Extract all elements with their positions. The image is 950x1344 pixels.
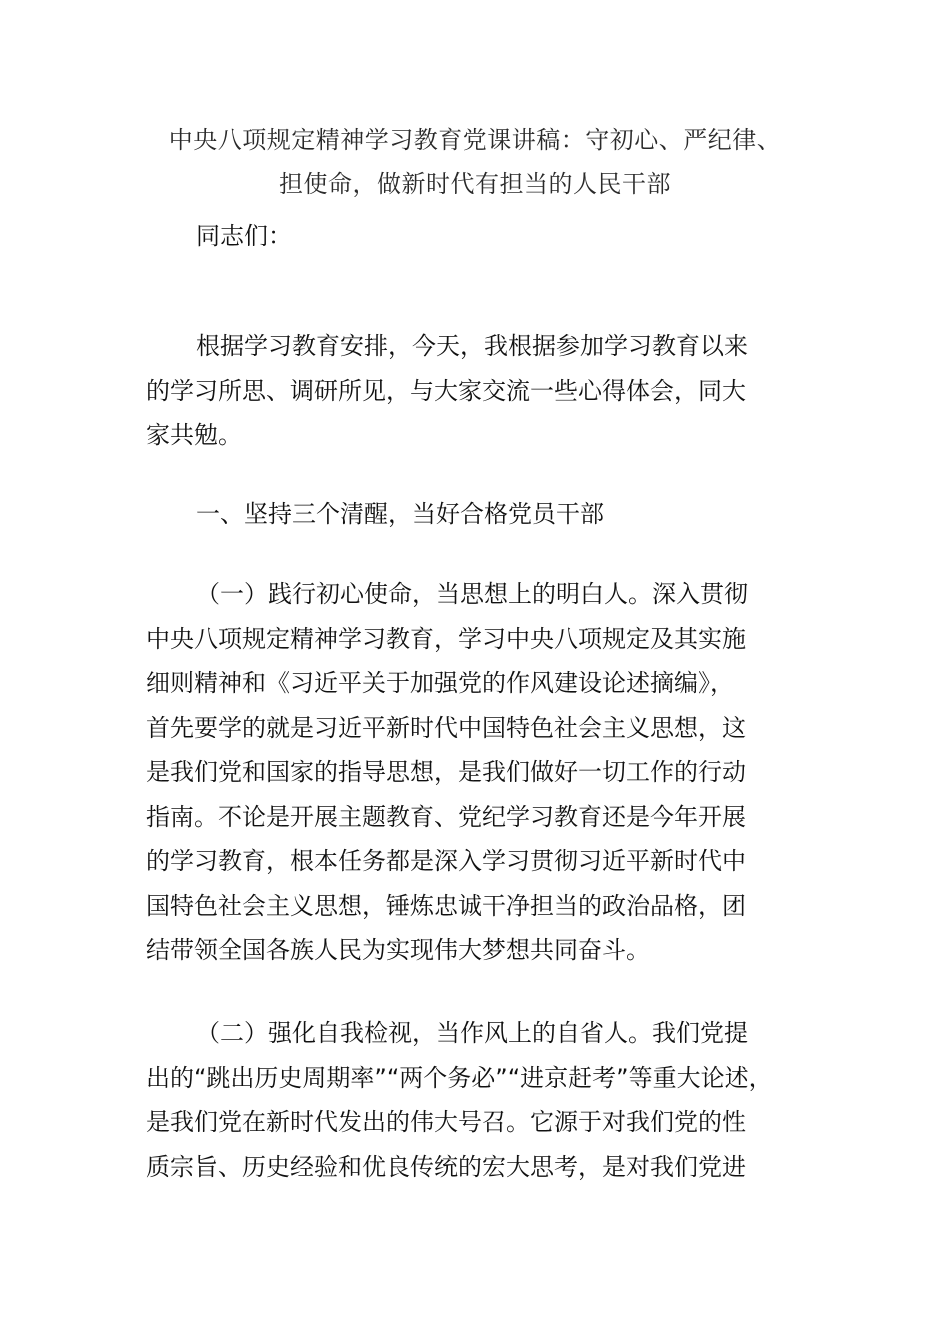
section-heading-1 — [146, 492, 810, 537]
subsection-1-line: 细则精神和《习近平关于加强党的作风建设论述摘编》， — [146, 669, 734, 697]
subsection-2-paragraph — [146, 1011, 810, 1189]
title-line-1: 中央八项规定精神学习教育党课讲稿：守初心、严纪律、 — [168, 126, 782, 154]
subsection-2-line: 出的“跳出历史周期率”“两个务必”“进京赶考”等重大论述， — [146, 1063, 773, 1092]
subsection-1-line: 国特色社会主义思想，锤炼忠诚干净担当的政治品格，团 — [146, 891, 746, 920]
title-line-2: 担使命，做新时代有担当的人民干部 — [279, 170, 671, 198]
subsection-2-line: 质宗旨、历史经验和优良传统的宏大思考，是对我们党进 — [146, 1152, 746, 1181]
subsection-1-line: 结带领全国各族人民为实现伟大梦想共同奋斗。 — [146, 936, 650, 964]
section-heading-text: 一、坚持三个清醒，当好合格党员干部 — [196, 500, 604, 528]
subsection-1-line: 指南。不论是开展主题教育、党纪学习教育还是今年开展 — [146, 802, 746, 831]
subsection-1-line: 首先要学的就是习近平新时代中国特色社会主义思想，这 — [146, 713, 746, 742]
subsection-1-line: 中央八项规定精神学习教育，学习中央八项规定及其实施 — [146, 624, 746, 653]
intro-paragraph — [146, 324, 810, 458]
greeting-paragraph — [146, 214, 810, 259]
greeting-text: 同志们： — [196, 222, 292, 250]
document-title — [110, 118, 840, 206]
subsection-1-paragraph — [146, 572, 810, 973]
intro-line: 根据学习教育安排，今天，我根据参加学习教育以来 — [196, 332, 748, 360]
intro-line: 家共勉。 — [146, 421, 242, 449]
subsection-2-line: 是我们党在新时代发出的伟大号召。它源于对我们党的性 — [146, 1108, 746, 1136]
subsection-1-line: 的学习教育，根本任务都是深入学习贯彻习近平新时代中 — [146, 847, 746, 875]
subsection-1-line: （一）践行初心使命，当思想上的明白人。深入贯彻 — [196, 580, 748, 608]
subsection-1-line: 是我们党和国家的指导思想，是我们做好一切工作的行动 — [146, 758, 746, 786]
subsection-2-line: （二）强化自我检视，当作风上的自省人。我们党提 — [196, 1019, 748, 1047]
intro-line: 的学习所思、调研所见，与大家交流一些心得体会，同大 — [146, 376, 746, 405]
